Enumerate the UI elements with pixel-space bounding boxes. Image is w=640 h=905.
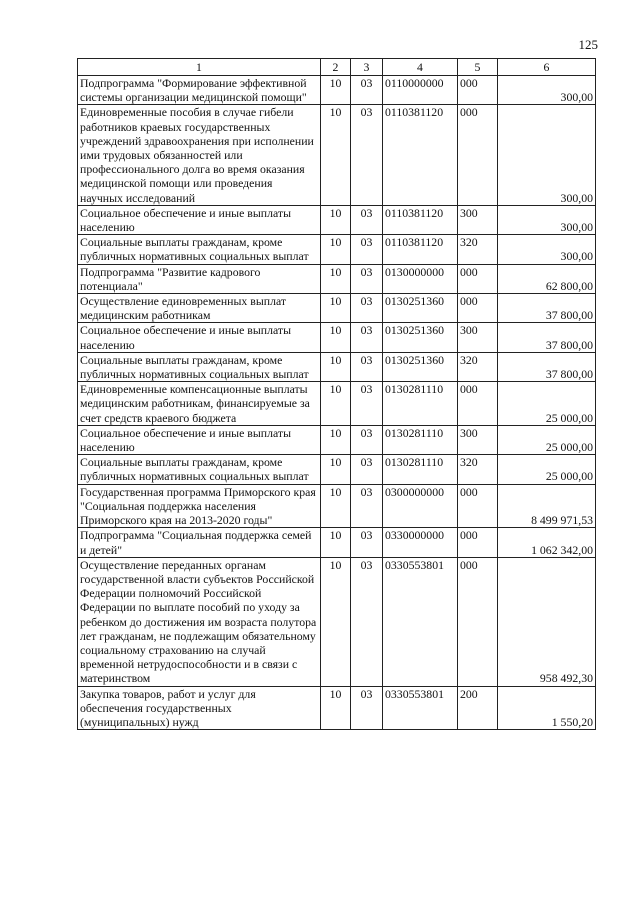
target-article-cell: 0130251360 (383, 294, 458, 323)
expense-type-cell: 000 (458, 105, 498, 205)
column-header-1: 1 (78, 59, 321, 76)
target-article-cell: 0110381120 (383, 105, 458, 205)
subsection-code-cell: 03 (351, 382, 383, 426)
budget-table (77, 58, 596, 730)
amount-cell: 8 499 971,53 (498, 484, 596, 528)
subsection-code-cell: 03 (351, 528, 383, 557)
amount-cell: 25 000,00 (498, 425, 596, 454)
row-name-cell: Подпрограмма "Формирование эффективной системы организации медицинской помощи" (78, 76, 321, 105)
column-header-3: 3 (351, 59, 383, 76)
column-header-4: 4 (383, 59, 458, 76)
subsection-code-cell: 03 (351, 235, 383, 264)
amount-cell: 958 492,30 (498, 557, 596, 686)
target-article-cell: 0330553801 (383, 557, 458, 686)
expense-type-cell: 320 (458, 352, 498, 381)
column-header-5: 5 (458, 59, 498, 76)
target-article-cell: 0130281110 (383, 382, 458, 426)
subsection-code-cell: 03 (351, 205, 383, 234)
row-name-cell: Социальные выплаты гражданам, кроме публичных нормативных социальных выплат (78, 352, 321, 381)
expense-type-cell: 000 (458, 484, 498, 528)
expense-type-cell: 000 (458, 528, 498, 557)
table-row (78, 264, 596, 293)
section-code-cell: 10 (321, 205, 351, 234)
table-row (78, 686, 596, 730)
section-code-cell: 10 (321, 264, 351, 293)
expense-type-cell: 300 (458, 425, 498, 454)
subsection-code-cell: 03 (351, 425, 383, 454)
section-code-cell: 10 (321, 484, 351, 528)
subsection-code-cell: 03 (351, 686, 383, 730)
amount-cell: 1 550,20 (498, 686, 596, 730)
expense-type-cell: 320 (458, 235, 498, 264)
table-row (78, 425, 596, 454)
target-article-cell: 0110381120 (383, 235, 458, 264)
expense-type-cell: 320 (458, 455, 498, 484)
amount-cell: 300,00 (498, 76, 596, 105)
row-name-cell: Государственная программа Приморского края "Социальная поддержка населения Приморского края на 2013-2020 годы" (78, 484, 321, 528)
target-article-cell: 0130281110 (383, 455, 458, 484)
expense-type-cell: 000 (458, 382, 498, 426)
subsection-code-cell: 03 (351, 484, 383, 528)
section-code-cell: 10 (321, 323, 351, 352)
subsection-code-cell: 03 (351, 264, 383, 293)
amount-cell: 25 000,00 (498, 455, 596, 484)
amount-cell: 300,00 (498, 235, 596, 264)
row-name-cell: Социальные выплаты гражданам, кроме публичных нормативных социальных выплат (78, 455, 321, 484)
page-number: 125 (578, 37, 598, 52)
section-code-cell: 10 (321, 105, 351, 205)
section-code-cell: 10 (321, 557, 351, 686)
row-name-cell: Социальное обеспечение и иные выплаты населению (78, 205, 321, 234)
row-name-cell: Социальные выплаты гражданам, кроме публичных нормативных социальных выплат (78, 235, 321, 264)
table-row (78, 235, 596, 264)
row-name-cell: Закупка товаров, работ и услуг для обеспечения государственных (муниципальных) нужд (78, 686, 321, 730)
target-article-cell: 0110381120 (383, 205, 458, 234)
table-row (78, 294, 596, 323)
expense-type-cell: 300 (458, 323, 498, 352)
subsection-code-cell: 03 (351, 352, 383, 381)
amount-cell: 25 000,00 (498, 382, 596, 426)
row-name-cell: Подпрограмма "Социальная поддержка семей и детей" (78, 528, 321, 557)
row-name-cell: Осуществление единовременных выплат медицинским работникам (78, 294, 321, 323)
column-header-2: 2 (321, 59, 351, 76)
table-row (78, 105, 596, 205)
amount-cell: 37 800,00 (498, 294, 596, 323)
section-code-cell: 10 (321, 528, 351, 557)
target-article-cell: 0130251360 (383, 352, 458, 381)
row-name-cell: Единовременные компенсационные выплаты медицинским работникам, финансируемые за счет средств краевого бюджета (78, 382, 321, 426)
target-article-cell: 0130000000 (383, 264, 458, 293)
amount-cell: 37 800,00 (498, 323, 596, 352)
table-row (78, 528, 596, 557)
section-code-cell: 10 (321, 455, 351, 484)
target-article-cell: 0330000000 (383, 528, 458, 557)
table-row (78, 557, 596, 686)
expense-type-cell: 000 (458, 294, 498, 323)
table-row (78, 382, 596, 426)
section-code-cell: 10 (321, 352, 351, 381)
column-header-6: 6 (498, 59, 596, 76)
table-row (78, 323, 596, 352)
row-name-cell: Подпрограмма "Развитие кадрового потенциала" (78, 264, 321, 293)
row-name-cell: Социальное обеспечение и иные выплаты населению (78, 323, 321, 352)
amount-cell: 1 062 342,00 (498, 528, 596, 557)
table-row (78, 484, 596, 528)
table-row (78, 205, 596, 234)
expense-type-cell: 300 (458, 205, 498, 234)
expense-type-cell: 000 (458, 264, 498, 293)
subsection-code-cell: 03 (351, 323, 383, 352)
subsection-code-cell: 03 (351, 557, 383, 686)
subsection-code-cell: 03 (351, 294, 383, 323)
table-row (78, 352, 596, 381)
subsection-code-cell: 03 (351, 105, 383, 205)
expense-type-cell: 000 (458, 76, 498, 105)
table-row (78, 455, 596, 484)
subsection-code-cell: 03 (351, 76, 383, 105)
section-code-cell: 10 (321, 235, 351, 264)
target-article-cell: 0130281110 (383, 425, 458, 454)
section-code-cell: 10 (321, 294, 351, 323)
row-name-cell: Единовременные пособия в случае гибели работников краевых государственных учреждений здравоохранения при исполнении ими трудовых обязанностей или профессионального долга во время оказания медицинской помощи или проведения научных исследований (78, 105, 321, 205)
target-article-cell: 0130251360 (383, 323, 458, 352)
table-row (78, 76, 596, 105)
amount-cell: 62 800,00 (498, 264, 596, 293)
section-code-cell: 10 (321, 382, 351, 426)
section-code-cell: 10 (321, 76, 351, 105)
subsection-code-cell: 03 (351, 455, 383, 484)
amount-cell: 37 800,00 (498, 352, 596, 381)
section-code-cell: 10 (321, 425, 351, 454)
amount-cell: 300,00 (498, 205, 596, 234)
expense-type-cell: 200 (458, 686, 498, 730)
target-article-cell: 0300000000 (383, 484, 458, 528)
header-row (78, 59, 596, 76)
row-name-cell: Осуществление переданных органам государственной власти субъектов Российской Федерации полномочий Российской Федерации по выплате пособий по уходу за ребенком до достижения им возраста полутора лет гражданам, не подлежащим обязательному социальному страхованию на случай временной нетрудоспособности и в связи с материнством (78, 557, 321, 686)
section-code-cell: 10 (321, 686, 351, 730)
target-article-cell: 0110000000 (383, 76, 458, 105)
row-name-cell: Социальное обеспечение и иные выплаты населению (78, 425, 321, 454)
target-article-cell: 0330553801 (383, 686, 458, 730)
expense-type-cell: 000 (458, 557, 498, 686)
amount-cell: 300,00 (498, 105, 596, 205)
